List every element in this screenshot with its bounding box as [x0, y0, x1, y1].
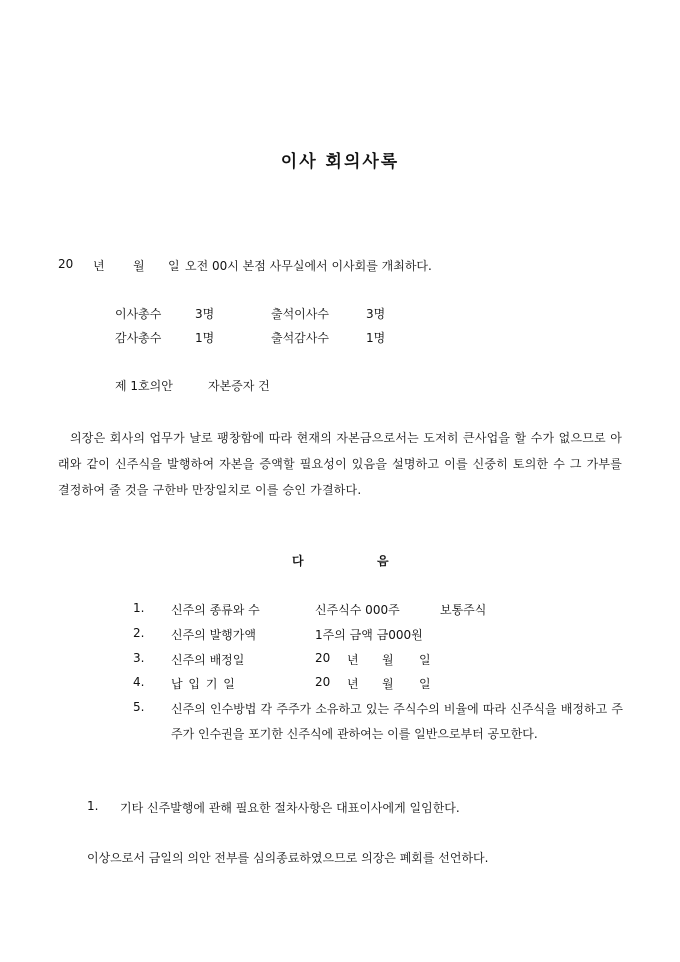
meeting-year-unit: 년 — [93, 259, 105, 273]
item-year: 20 — [315, 675, 331, 689]
directors-present-label: 출석이사수 — [271, 307, 329, 321]
extra-item-number: 1. — [87, 799, 99, 813]
item-text: 신주의 인수방법 각 주주가 소유하고 있는 주식수의 비율에 따라 신주식을 배정하고 주주가 인수권을 포기한 신주식에 관하여는 이를 일반으로부터 공모한다. — [171, 702, 623, 741]
auditors-present-label: 출석감사수 — [271, 331, 329, 345]
item-year-unit: 년 — [347, 653, 359, 667]
item-value: 1주의 금액 금000원 — [315, 628, 423, 642]
item-label: 신주의 발행가액 — [171, 628, 256, 642]
item-year-unit: 년 — [347, 677, 359, 691]
agenda-number: 제 1호의안 — [115, 379, 173, 393]
item-label: 납 입 기 일 — [171, 677, 236, 691]
item-label: 신주의 배정일 — [171, 653, 245, 667]
document-title: 이사 회의사록 — [280, 152, 400, 172]
auditors-total-value: 1명 — [195, 331, 215, 345]
item-number: 4. — [133, 675, 145, 689]
directors-present-value: 3명 — [366, 307, 386, 321]
agenda-subject: 자본증자 건 — [208, 379, 270, 393]
item-number: 1. — [133, 601, 145, 615]
item-day-unit: 일 — [419, 653, 431, 667]
meeting-day-unit: 일 — [168, 259, 180, 273]
directors-total-value: 3명 — [195, 307, 215, 321]
meeting-year: 20 — [58, 257, 74, 271]
item-month-unit: 월 — [382, 653, 394, 667]
auditors-present-value: 1명 — [366, 331, 386, 345]
item-value: 신주식수 000주 — [315, 603, 400, 617]
item-extra: 보통주식 — [440, 603, 487, 617]
item-day-unit: 일 — [419, 677, 431, 691]
meeting-details: 오전 00시 본점 사무실에서 이사회를 개최하다. — [185, 259, 432, 273]
body-paragraph — [58, 425, 622, 503]
notes-heading-left: 다 — [292, 554, 304, 568]
item-number: 5. — [133, 700, 145, 714]
item-year: 20 — [315, 651, 331, 665]
meeting-month-unit: 월 — [133, 259, 145, 273]
extra-item-text: 기타 신주발행에 관해 필요한 절차사항은 대표이사에게 일임한다. — [120, 801, 460, 815]
body-paragraph-text: 의장은 회사의 업무가 날로 팽창함에 따라 현재의 자본금으로서는 도저히 큰사업을 할 수가 없으므로 아래와 같이 신주식을 발행하여 자본을 증액할 필요성이 있음을 설명하고 이를 신중히 토의한 수 그 가부를 결정하여 줄 것을 구한바 만장일치로 이를 승인 가결하다. — [58, 431, 622, 497]
item-number: 3. — [133, 651, 145, 665]
notes-heading-right: 음 — [377, 554, 389, 568]
auditors-total-label: 감사총수 — [115, 331, 162, 345]
directors-total-label: 이사총수 — [115, 307, 162, 321]
item-number: 2. — [133, 626, 145, 640]
closing-statement: 이상으로서 금일의 의안 전부를 심의종료하였으므로 의장은 폐회를 선언하다. — [87, 851, 489, 865]
item-label: 신주의 종류와 수 — [171, 603, 260, 617]
item-month-unit: 월 — [382, 677, 394, 691]
